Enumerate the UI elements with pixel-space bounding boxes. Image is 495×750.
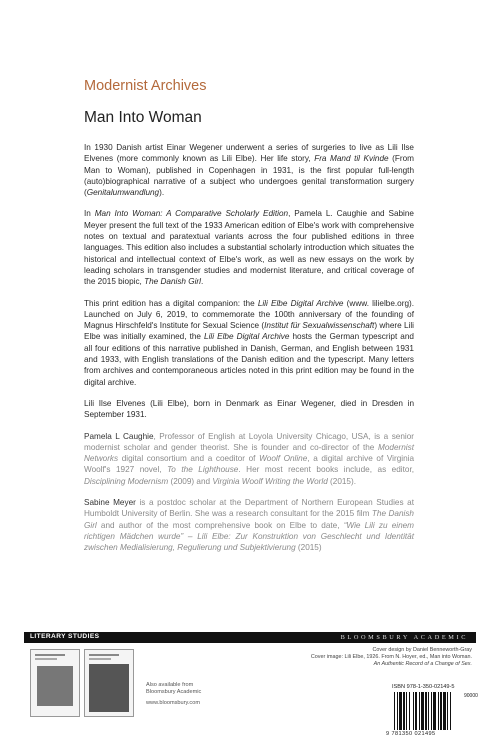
author-bio-meyer: Sabine Meyer is a postdoc scholar at the Department of Northern European Studies at Humboldt University of Berlin. She was a research consultant for the 2015 film The Danish Girl and author of the most comprehensive book on Elbe to date, “Wie Lili zu einem richtigen Mädchen wurde” – Lili Elbe: Zur Konstruktion von Geschlecht und Identität zwischen Medialisierung, Regulierung und Subjektivierung (2015) [84,498,414,553]
cover-credits: Cover design by Daniel Benneworth-Gray Cover image: Lili Elbe, 1926. From N. Hoyer, ed., Man into Woman. An Authentic Record of a Change of Sex. [310,647,472,667]
publisher-name: BLOOMSBURY ACADEMIC [340,633,468,641]
book-title: Man Into Woman [84,109,202,126]
barcode-number: 9 781350 021495 [386,731,436,737]
barcode-addon: 90000 [464,693,478,699]
paragraph: In 1930 Danish artist Einar Wegener underwent a series of surgeries to live as Lili Ilse Elvenes (more commonly known as Lili Elbe). Her life story, Fra Mand til Kvinde (From Man to Woman), published in Copenhagen in 1931, is the first popular full-length (auto)biographical narrative of a subject who undergoes genital transformation surgery (Genitalumwandlung). [84,143,414,198]
series-title: Modernist Archives [84,78,207,94]
paragraph: This print edition has a digital companion: the Lili Elbe Digital Archive (www. lilielbe.org). Launched on July 6, 2019, to commemorate the 100th anniversary of the founding of Magnus Hirschfeld's Institute for Sexual Science (Institut für Sexualwissenschaft) where Lili Elbe was initially examined, the Lili Elbe Digital Archive hosts the German typescript and all four editions of this narrative published in Danish, German, and English between 1931 and 1933, with English translations of the Danish edition and the typescript. Many letters from archives and contemporaneous articles noted in this print edition may be found in the digital archive. [84,298,415,387]
also-available: Also available from Bloomsbury Academic [146,682,202,695]
blurb-body [84,142,414,564]
category-bar [24,632,476,643]
related-book-cover [30,649,80,717]
back-cover-footer [24,632,476,740]
category-label: LITERARY STUDIES [30,633,100,640]
paragraph: In Man Into Woman: A Comparative Scholarly Edition, Pamela L. Caughie and Sabine Meyer present the full text of the 1933 American edition of Elbe's work with comprehensive notes on textual and paratextual variants across the four published editions in three languages. This edition also includes a substantial scholarly introduction which situates the historical and intellectual context of Elbe's work, as well as new essays on the work by leading scholars in transgender studies and modernist literature, and critical coverage of the 2015 biopic, The Danish Girl. [84,209,414,287]
isbn-text: ISBN 978-1-350-02149-5 [392,684,455,690]
related-book-cover [84,649,134,717]
paragraph: Lili Ilse Elvenes (Lili Elbe), born in Denmark as Einar Wegener, died in Dresden in September 1931. [84,398,414,420]
publisher-website: www.bloomsbury.com [146,700,200,706]
author-bio-caughie: Pamela L Caughie, Professor of English at Loyola University Chicago, USA, is a senior modernist scholar and gender theorist. She is founder and co-director of the Modernist Networks digital consortium and a coeditor of Woolf Online, a digital archive of Virginia Woolf's 1927 novel, To the Lighthouse. Her most recent books include, as editor, Disciplining Modernism (2009) and Virginia Woolf Writing the World (2015). [84,431,414,486]
